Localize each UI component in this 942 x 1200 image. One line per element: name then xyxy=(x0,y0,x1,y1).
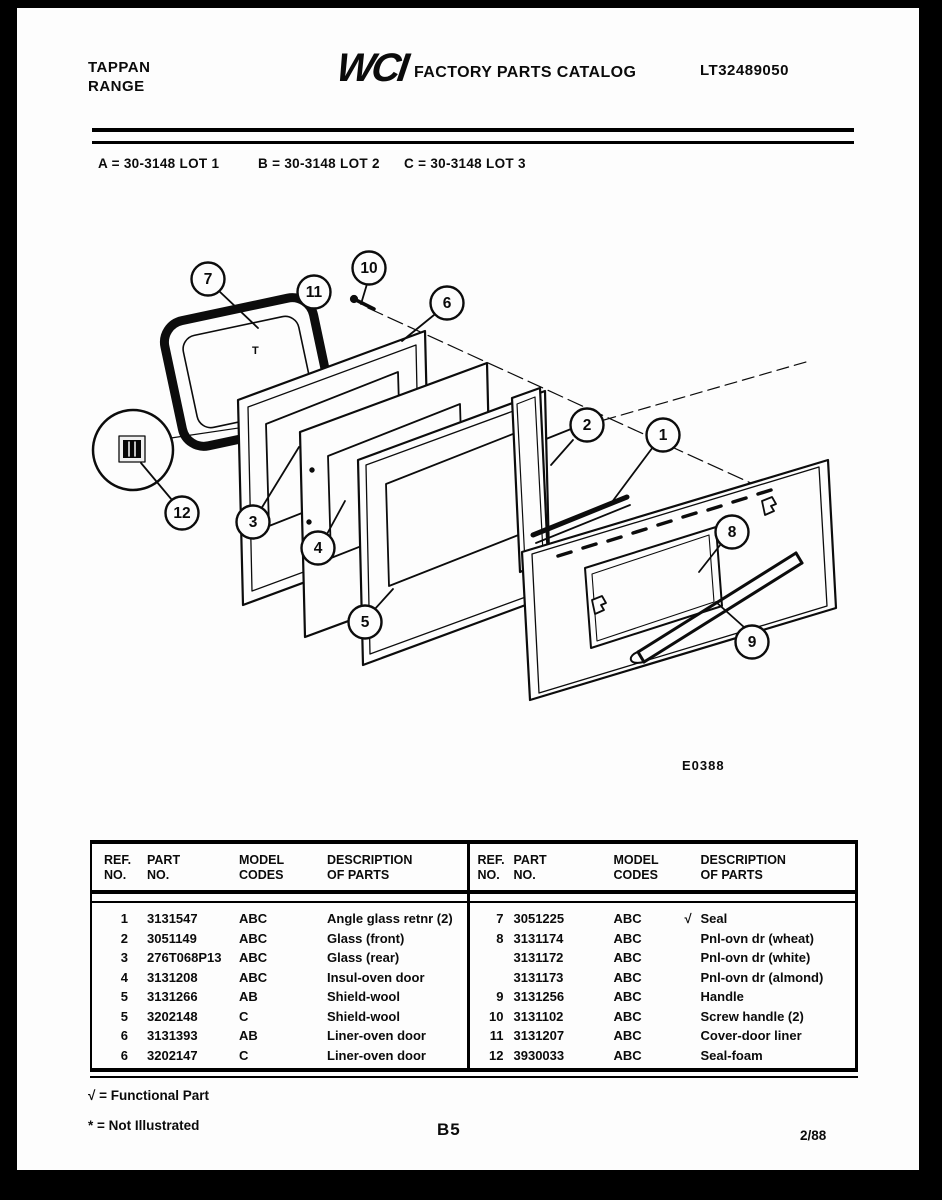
date-code: 2/88 xyxy=(800,1128,827,1143)
parts-cell-desc: Glass (front) xyxy=(327,930,405,946)
outer-door-panel xyxy=(522,460,836,700)
parts-cell-ref: 11 xyxy=(489,1028,504,1043)
callout-12 xyxy=(166,497,199,530)
callout-2 xyxy=(571,409,604,442)
parts-cell-ref: 10 xyxy=(489,1008,504,1024)
parts-cell-desc: Handle xyxy=(700,989,744,1004)
parts-cell-model: ABC xyxy=(613,969,642,985)
catalog-page xyxy=(17,8,919,1170)
parts-cell-model: ABC xyxy=(613,911,642,926)
svg-text:1: 1 xyxy=(658,427,668,444)
parts-cell-ref: 9 xyxy=(496,989,504,1004)
table-header-left xyxy=(92,844,467,890)
parts-cell-model: C xyxy=(239,1008,249,1024)
figure-code: E0388 xyxy=(682,758,725,773)
svg-text:9: 9 xyxy=(747,634,757,651)
table-header-right xyxy=(470,844,855,890)
model-lot-c: C = 30-3148 LOT 3 xyxy=(404,156,526,171)
parts-cell-ref: 5 xyxy=(120,1008,128,1024)
col-desc: DESCRIPTION OF PARTS xyxy=(700,853,786,882)
parts-cell-model: ABC xyxy=(239,950,268,965)
parts-cell-part: 3051225 xyxy=(513,911,565,926)
callout-1 xyxy=(647,419,680,452)
col-model: MODEL CODES xyxy=(239,853,285,882)
parts-cell-gap xyxy=(504,948,514,968)
parts-cell-desc: Screw handle (2) xyxy=(700,1008,804,1024)
svg-text:2: 2 xyxy=(582,417,592,434)
parts-cell-ref: 3 xyxy=(120,950,128,965)
parts-cell-ref: 1 xyxy=(120,911,128,926)
parts-cell-ref: 5 xyxy=(120,989,128,1004)
parts-cell-desc: Cover-door liner xyxy=(700,1028,802,1043)
parts-cell-gap xyxy=(128,909,147,929)
col-ref: REF. NO. xyxy=(477,853,505,882)
parts-cell-model: ABC xyxy=(613,930,642,946)
callout-7 xyxy=(192,263,225,296)
parts-cell-desc: Seal-foam xyxy=(700,1047,763,1063)
parts-cell-part: 3131393 xyxy=(147,1028,198,1043)
parts-cell-ref: 7 xyxy=(496,911,504,926)
table-rows-right xyxy=(470,909,855,1065)
parts-cell-desc: Shield-wool xyxy=(327,989,400,1004)
svg-text:10: 10 xyxy=(360,260,378,277)
callout-11 xyxy=(298,276,331,309)
parts-cell-desc: Glass (rear) xyxy=(327,950,400,965)
parts-cell-gap xyxy=(128,987,147,1007)
svg-text:11: 11 xyxy=(305,284,323,301)
model-lot-a: A = 30-3148 LOT 1 xyxy=(98,156,220,171)
page-code: B5 xyxy=(437,1120,461,1139)
callout-4 xyxy=(302,532,335,565)
parts-cell-model: ABC xyxy=(613,1028,642,1043)
parts-cell-gap xyxy=(504,968,514,988)
parts-table xyxy=(90,840,858,1072)
parts-cell-model: AB xyxy=(239,989,258,1004)
parts-cell-model: AB xyxy=(239,1028,258,1043)
parts-cell-model: ABC xyxy=(239,911,268,926)
parts-cell-desc: Angle glass retnr (2) xyxy=(327,911,453,926)
parts-cell-part: 3131266 xyxy=(147,989,198,1004)
parts-cell-ref: 4 xyxy=(120,969,128,985)
callout-9 xyxy=(736,626,769,659)
callout-8 xyxy=(716,516,749,549)
brand-line2: RANGE xyxy=(88,78,145,95)
parts-cell-model: C xyxy=(239,1047,249,1063)
callout-6 xyxy=(431,287,464,320)
callout-10 xyxy=(353,252,386,285)
parts-cell-desc: Liner-oven door xyxy=(327,1047,426,1063)
wci-logo: WCI xyxy=(333,46,409,90)
parts-cell-desc: Pnl-ovn dr (almond) xyxy=(700,969,824,985)
callout-3 xyxy=(237,506,270,539)
parts-cell-ref xyxy=(478,968,504,988)
parts-cell-part: 3131174 xyxy=(513,930,564,946)
parts-cell-mark xyxy=(685,987,701,1007)
parts-cell-part: 3131102 xyxy=(513,1008,564,1024)
parts-cell-ref: 2 xyxy=(120,930,128,946)
parts-cell-gap xyxy=(128,968,147,988)
parts-cell-gap xyxy=(504,1007,514,1027)
parts-cell-desc: Shield-wool xyxy=(327,1008,400,1024)
document-number: LT32489050 xyxy=(700,62,789,79)
parts-cell-model: ABC xyxy=(613,1008,642,1024)
parts-cell-part: 3202147 xyxy=(147,1047,198,1063)
parts-cell-gap xyxy=(128,948,147,968)
parts-cell-gap xyxy=(128,1046,147,1066)
parts-cell-mark xyxy=(685,929,701,949)
parts-cell-model: ABC xyxy=(239,930,268,946)
parts-cell-part: 3051149 xyxy=(147,930,197,946)
svg-text:7: 7 xyxy=(203,271,213,288)
parts-cell-gap xyxy=(128,1026,147,1046)
parts-cell-gap xyxy=(504,1026,514,1046)
parts-cell-model: ABC xyxy=(613,1047,642,1063)
parts-cell-gap xyxy=(504,987,514,1007)
parts-cell-desc: Insul-oven door xyxy=(327,969,425,985)
col-part: PART NO. xyxy=(147,853,181,882)
svg-text:4: 4 xyxy=(313,540,323,557)
parts-cell-model: ABC xyxy=(613,950,642,965)
parts-cell-ref: 12 xyxy=(489,1047,504,1063)
svg-text:8: 8 xyxy=(727,524,737,541)
seal-foam-magnifier xyxy=(93,410,173,490)
parts-cell-mark: √ xyxy=(684,911,692,926)
parts-cell-part: 3131208 xyxy=(147,969,198,985)
svg-text:12: 12 xyxy=(173,505,191,522)
parts-cell-model: ABC xyxy=(613,989,642,1004)
brand-line1: TAPPAN xyxy=(88,59,151,76)
parts-cell-part: 3131256 xyxy=(513,989,565,1004)
parts-cell-part: 3202148 xyxy=(147,1008,198,1024)
svg-text:6: 6 xyxy=(442,295,452,312)
parts-cell-desc: Seal xyxy=(700,911,728,926)
legend-functional-part: √ = Functional Part xyxy=(88,1088,210,1103)
parts-cell-part: 276T068P13 xyxy=(147,950,222,965)
parts-cell-gap xyxy=(128,929,147,949)
parts-cell-desc: Pnl-ovn dr (white) xyxy=(700,950,811,965)
parts-cell-ref: 6 xyxy=(120,1028,128,1043)
header-underline xyxy=(470,890,855,903)
catalog-title: FACTORY PARTS CATALOG xyxy=(414,64,637,81)
model-lot-b: B = 30-3148 LOT 2 xyxy=(258,156,380,171)
t-mark: T xyxy=(252,345,259,357)
col-part: PART NO. xyxy=(513,853,547,882)
parts-cell-mark xyxy=(685,948,701,968)
parts-cell-ref: 8 xyxy=(496,930,504,946)
parts-cell-part: 3131172 xyxy=(513,950,564,965)
parts-cell-model: ABC xyxy=(239,969,268,985)
col-model: MODEL CODES xyxy=(613,853,659,882)
parts-table-right xyxy=(470,844,855,1068)
parts-cell-gap xyxy=(504,1046,514,1066)
col-ref: REF. NO. xyxy=(104,853,132,882)
parts-cell-mark xyxy=(685,968,701,988)
parts-cell-mark xyxy=(685,1007,701,1027)
table-rows-left xyxy=(92,909,467,1065)
svg-text:3: 3 xyxy=(248,514,258,531)
legend-not-illustrated: * = Not Illustrated xyxy=(88,1118,200,1133)
callout-5 xyxy=(349,606,382,639)
svg-text:5: 5 xyxy=(360,614,370,631)
parts-cell-gap xyxy=(504,909,514,929)
parts-cell-gap xyxy=(128,1007,147,1027)
parts-cell-desc: Liner-oven door xyxy=(327,1028,426,1043)
header-underline xyxy=(92,890,467,903)
parts-cell-mark xyxy=(685,1026,701,1046)
col-desc: DESCRIPTION OF PARTS xyxy=(327,853,413,882)
parts-cell-part: 3131207 xyxy=(513,1028,565,1043)
parts-cell-ref: 6 xyxy=(120,1047,128,1063)
parts-cell-desc: Pnl-ovn dr (wheat) xyxy=(700,930,814,946)
parts-cell-part: 3131173 xyxy=(513,969,564,985)
parts-cell-part: 3930033 xyxy=(513,1047,565,1063)
parts-cell-gap xyxy=(504,929,514,949)
parts-cell-mark xyxy=(685,1046,701,1066)
parts-table-left xyxy=(92,844,467,1068)
parts-cell-part: 3131547 xyxy=(147,911,198,926)
table-bottom-rule xyxy=(90,1076,858,1078)
parts-cell-ref xyxy=(478,948,504,968)
